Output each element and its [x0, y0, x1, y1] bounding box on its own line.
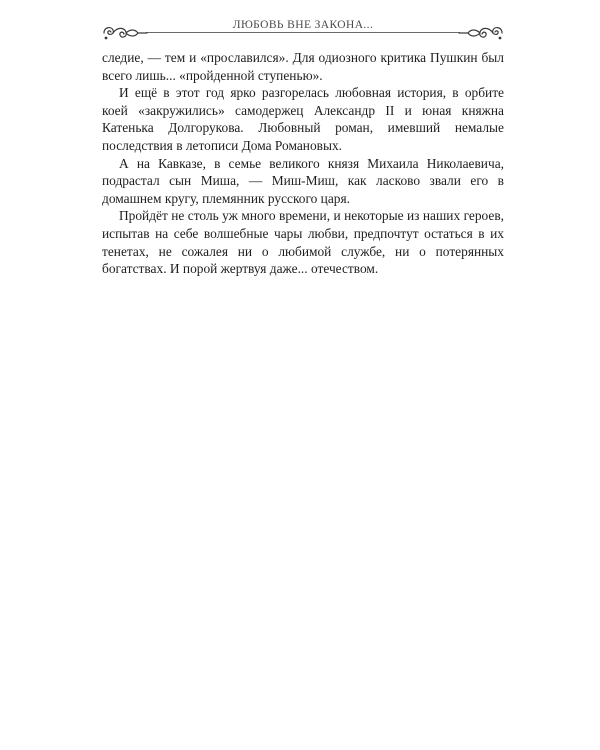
- paragraph: следие, — тем и «прославился». Для одиозного критика Пушкин был всего лишь... «пройденной ступенью».: [102, 50, 504, 83]
- paragraph: А на Кавказе, в семье великого князя Михаила Николаевича, подрастал сын Миша, — Миш-Миш, как ласково звали его в домашнем кругу, племянник русского царя.: [102, 155, 504, 206]
- running-header: [102, 14, 504, 44]
- paragraph: Пройдёт не столь уж много времени, и некоторые из наших героев, испытав на себе волшебные чары любви, предпочтут остаться в их тенетах, не сожалея ни о любимой службе, ни о потерянных богатствах. И порой жертвуя даже... отечеством.: [102, 208, 504, 277]
- header-rule: [146, 32, 460, 33]
- paragraph: И ещё в этот год ярко разгорелась любовная история, в орбите коей «закружились» самодержец Александр II и юная княжна Катенька Долгорукова. Любовный роман, имевший немалые последствия в летописи Дома Романовых.: [102, 85, 504, 153]
- running-header-title: [102, 19, 504, 31]
- header-title-text: ЛЮБОВЬ ВНЕ ЗАКОНА...: [229, 19, 377, 31]
- body-text: [102, 49, 504, 278]
- scroll-flourish-right-icon: [458, 23, 504, 43]
